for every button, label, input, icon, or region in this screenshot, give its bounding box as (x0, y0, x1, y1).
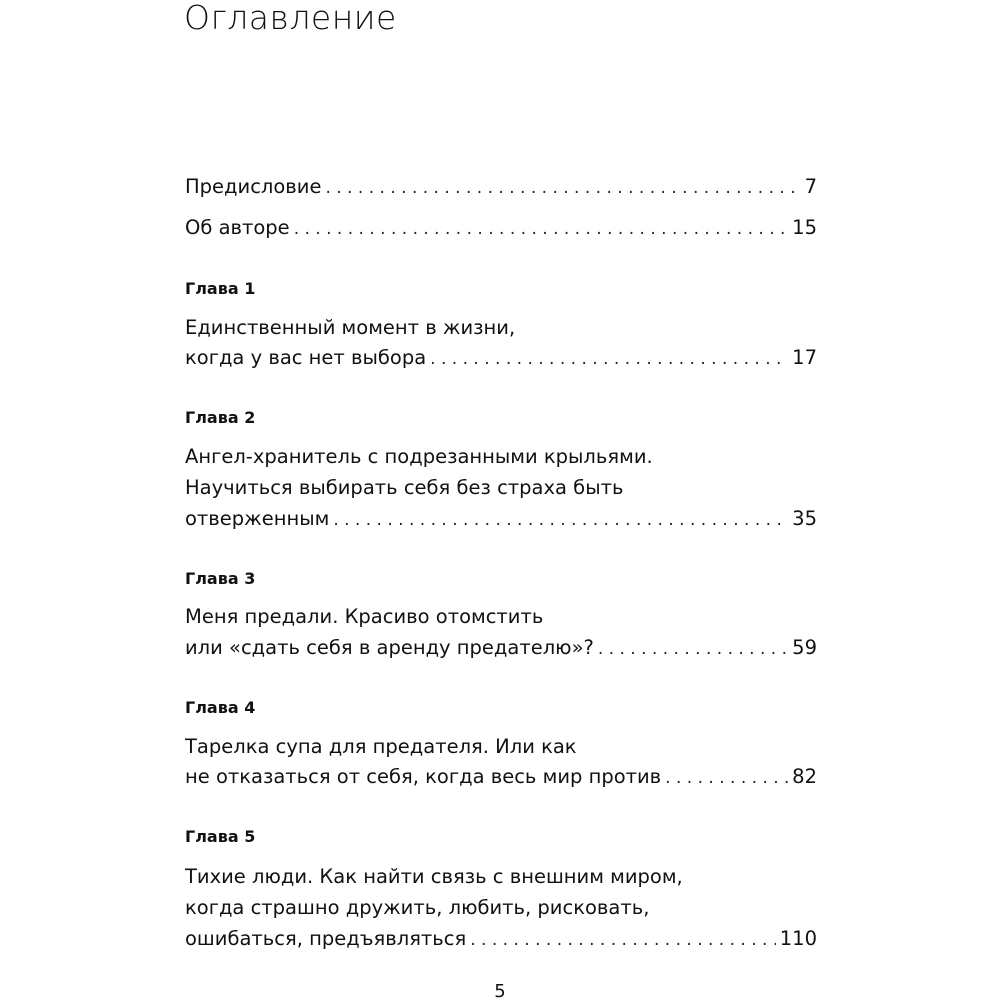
page-number: 5 (494, 981, 506, 1002)
toc-entry-page: 110 (779, 927, 817, 950)
chapter-title-line: или «сдать себя в аренду предателю»? (185, 636, 594, 659)
chapter-title-line: Тарелка супа для предателя. Или как (185, 735, 577, 758)
toc-entry-page: 35 (792, 507, 817, 530)
dot-leader (665, 761, 788, 795)
page-title: Оглавление (184, 0, 397, 37)
chapter-label: Глава 1 (185, 279, 256, 298)
chapter-title-line: когда у вас нет выбора (185, 346, 427, 369)
chapter-label: Глава 4 (185, 698, 256, 717)
toc-entry-page: 15 (792, 216, 817, 239)
chapter-title-line: ошибаться, предъявляться (185, 927, 467, 950)
toc-entry-page: 17 (792, 346, 817, 369)
toc-entry-title: Об авторе (185, 216, 290, 239)
chapter-title-line: Ангел-хранитель с подрезанными крыльями. (185, 445, 653, 468)
dot-leader (333, 503, 788, 537)
toc-entry-page: 7 (804, 175, 817, 198)
chapter-title-line: Тихие люди. Как найти связь с внешним миром, (185, 865, 683, 888)
toc-entry-chapter-1[interactable] (185, 341, 817, 375)
toc-entry-about-author[interactable] (185, 211, 817, 245)
dot-leader (430, 342, 788, 376)
chapter-label: Глава 2 (185, 408, 256, 427)
chapter-title-line: когда страшно дружить, любить, рисковать, (185, 896, 650, 919)
toc-entry-page: 82 (792, 765, 817, 788)
toc-entry-page: 59 (792, 636, 817, 659)
dot-leader (470, 923, 776, 957)
chapter-title-line: Научиться выбирать себя без страха быть (185, 476, 624, 499)
toc-entry-title: Предисловие (185, 175, 322, 198)
toc-entry-chapter-3[interactable] (185, 631, 817, 665)
toc-entry-chapter-5[interactable] (185, 922, 817, 956)
toc-entry-chapter-4[interactable] (185, 760, 817, 794)
toc-entry-preface[interactable] (185, 170, 817, 204)
chapter-label: Глава 5 (185, 827, 256, 846)
chapter-title-line: не отказаться от себя, когда весь мир против (185, 765, 662, 788)
dot-leader (325, 171, 800, 205)
dot-leader (598, 632, 788, 666)
chapter-title-line: Меня предали. Красиво отомстить (185, 605, 544, 628)
dot-leader (294, 212, 788, 246)
toc-entry-chapter-2[interactable] (185, 502, 817, 536)
chapter-title-line: Единственный момент в жизни, (185, 316, 516, 339)
chapter-label: Глава 3 (185, 569, 256, 588)
chapter-title-line: отверженным (185, 507, 330, 530)
